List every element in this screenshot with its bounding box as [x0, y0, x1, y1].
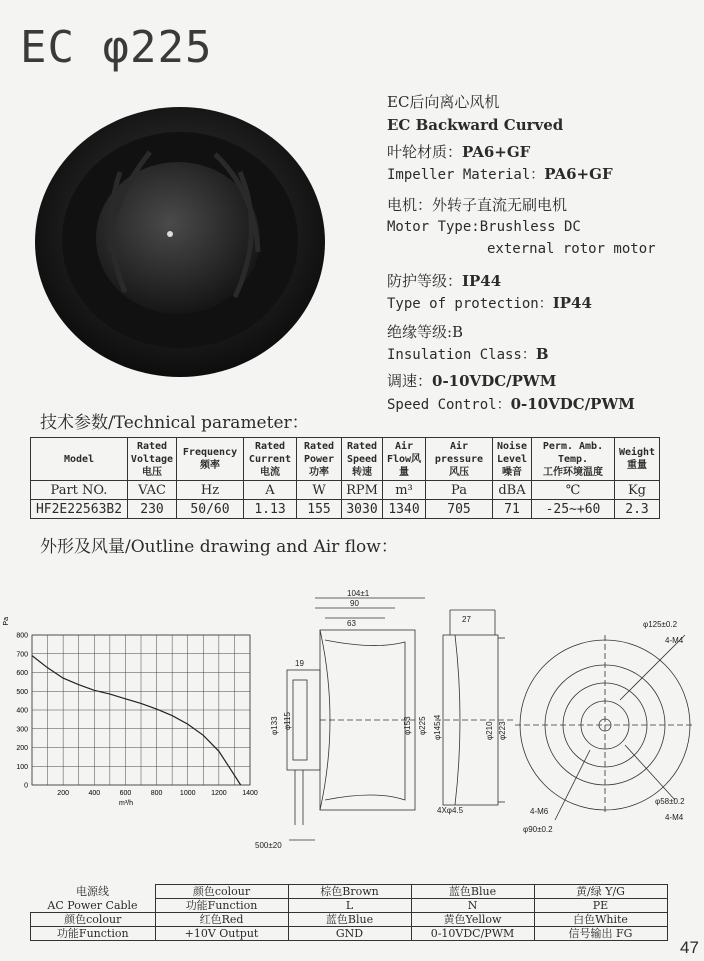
cable-cell: 白色White	[534, 913, 667, 927]
param-header-cell	[297, 438, 342, 481]
cable-cell: 棕色Brown	[288, 885, 411, 899]
param-header-cell	[532, 438, 615, 481]
spec-motor-en-1: Motor Type:Brushless DC	[387, 219, 581, 235]
chart-ytick-label: 600	[16, 670, 28, 677]
hdr-line: Power	[303, 453, 335, 465]
spec-impeller-cn-label: 叶轮材质：	[387, 143, 463, 161]
param-header-cell	[177, 438, 244, 481]
value-cell: 155	[297, 500, 342, 519]
cable-cell: 颜色colour	[31, 913, 156, 927]
side-view-drawing	[287, 598, 515, 840]
dim-side-13: 4Xφ4.5	[437, 806, 464, 815]
chart-ytick-label: 700	[16, 651, 28, 659]
cable-cell: 0-10VDC/PWM	[411, 927, 534, 941]
spec-protection-cn-value: IP44	[462, 272, 502, 290]
hdr-line: Weight	[618, 447, 656, 458]
cable-table	[30, 884, 668, 941]
spec-protection-en-label: Type of protection：	[387, 296, 553, 312]
spec-motor-cn: 电机：外转子直流无刷电机	[387, 196, 568, 214]
cable-row	[31, 885, 668, 899]
dim-side-3: 63	[347, 619, 356, 628]
spec-insulation-en-label: Insulation Class：	[387, 347, 536, 363]
hdr-line: Flow风	[386, 453, 422, 465]
hdr-line: 转速	[352, 466, 372, 478]
outline-drawings	[255, 589, 704, 860]
spec-insulation-en	[387, 345, 549, 364]
cable-cell: 颜色colour	[155, 885, 288, 899]
dim-front-2: 4-M4	[665, 636, 684, 645]
value-cell: 3030	[342, 500, 383, 519]
unit-cell: m³	[383, 481, 426, 500]
param-header-cell	[615, 438, 660, 481]
dim-side-7: φ115	[283, 712, 292, 730]
value-cell: 71	[493, 500, 532, 519]
hdr-line: Level	[496, 453, 528, 465]
hdr-line: Rated	[303, 440, 335, 452]
cable-cell: GND	[288, 927, 411, 941]
hdr-line: 量	[399, 466, 409, 478]
dim-side-4: 19	[295, 659, 304, 668]
spec-speed-en	[387, 395, 635, 414]
param-header-cell	[493, 438, 532, 481]
cable-row	[31, 927, 668, 941]
unit-cell: Hz	[177, 481, 244, 500]
chart-ytick-label: 200	[16, 745, 28, 752]
value-cell: 1.13	[244, 500, 297, 519]
param-header-cell	[31, 438, 128, 481]
value-cell: 50/60	[177, 500, 244, 519]
chart-ytick-label: 300	[16, 726, 28, 734]
cable-cell: 功能Function	[31, 927, 156, 941]
hdr-line: Air	[449, 440, 469, 452]
unit-cell: Pa	[426, 481, 493, 500]
cable-cell: 信号输出 FG	[534, 927, 667, 941]
dim-side-10: φ145.4	[433, 714, 442, 740]
chart-xtick-label: 800	[150, 790, 163, 797]
chart-ytick-label: 100	[16, 763, 28, 771]
dim-side-5: 27	[462, 615, 471, 624]
hdr-line: Noise	[496, 440, 528, 452]
spec-insulation-cn: 绝缘等级:B	[387, 323, 464, 341]
parameter-value-row	[31, 500, 660, 519]
dim-side-11: φ210	[485, 721, 494, 740]
cable-cell: 蓝色Blue	[411, 885, 534, 899]
spec-protection-cn-label: 防护等级：	[387, 272, 463, 290]
cable-row	[31, 913, 668, 927]
parameter-table	[30, 437, 660, 519]
spec-impeller-cn-value: PA6+GF	[462, 143, 531, 161]
chart-xlabel: m³/h	[119, 800, 133, 807]
spec-impeller-en-value: PA6+GF	[544, 165, 613, 183]
hdr-line: Rated	[254, 440, 286, 452]
cable-cell: 电源线	[76, 885, 109, 898]
page-title: EC φ225	[20, 22, 213, 73]
chart-xtick-label: 600	[119, 790, 132, 797]
dim-side-1: 104±1	[347, 589, 370, 598]
technical-parameter-heading: 技术参数/Technical parameter：	[40, 413, 309, 433]
spec-impeller-en-label: Impeller Material：	[387, 167, 545, 183]
param-header-cell	[383, 438, 426, 481]
parameter-unit-row	[31, 481, 660, 500]
param-header-cell	[342, 438, 383, 481]
unit-cell: RPM	[342, 481, 383, 500]
dim-front-6: 4-M4	[665, 813, 684, 822]
param-header-cell	[426, 438, 493, 481]
outline-drawing-heading: 外形及风量/Outline drawing and Air flow：	[40, 537, 398, 557]
spec-speed-en-label: Speed Control：	[387, 397, 511, 413]
hdr-line: Voltage	[130, 453, 174, 465]
chart-ytick-label: 800	[16, 632, 28, 640]
spec-impeller-en	[387, 165, 613, 184]
cable-cell: +10V Output	[155, 927, 288, 941]
spec-speed-cn	[387, 372, 556, 390]
unit-cell: Kg	[615, 481, 660, 500]
hdr-line: 电压	[142, 466, 162, 478]
cable-cell: 黄/绿 Y/G	[534, 885, 667, 899]
cable-cell: 蓝色Blue	[288, 913, 411, 927]
hdr-line: 频率	[200, 460, 220, 471]
unit-cell: Part NO.	[31, 481, 128, 500]
front-view-drawing	[515, 635, 695, 820]
hdr-line: 电流	[260, 466, 280, 478]
cable-row	[31, 899, 668, 913]
chart-xtick-label: 1400	[242, 790, 258, 797]
cable-cell: 功能Function	[155, 899, 288, 913]
hdr-line: Rated	[136, 440, 168, 452]
unit-cell: ℃	[532, 481, 615, 500]
hdr-line: Speed	[346, 453, 378, 465]
spec-type-cn: EC后向离心风机	[387, 93, 500, 111]
spec-impeller-cn	[387, 143, 530, 161]
dim-side-8: φ153	[403, 716, 412, 735]
airflow-chart	[0, 605, 270, 810]
unit-cell: A	[244, 481, 297, 500]
chart-xtick-label: 200	[57, 790, 69, 797]
chart-ytick-label: 400	[16, 707, 28, 715]
hdr-line: 噪音	[502, 466, 522, 478]
spec-insulation-en-value: B	[535, 345, 549, 363]
value-cell: 230	[128, 500, 177, 519]
chart-ytick-label: 0	[24, 782, 28, 790]
chart-ytick-label: 500	[16, 688, 28, 696]
chart-grid	[32, 635, 250, 785]
cable-cell: N	[411, 899, 534, 913]
hdr-line: Current	[248, 453, 292, 465]
cable-cell: 红色Red	[155, 913, 288, 927]
dim-front-5: φ58±0.2	[655, 797, 685, 806]
fan-product-image	[30, 92, 330, 382]
hdr-line: 风压	[449, 466, 469, 478]
spec-protection-en-value: IP44	[552, 294, 592, 312]
dim-front-1: φ125±0.2	[643, 620, 678, 629]
value-cell: 1340	[383, 500, 426, 519]
hdr-line: Air	[394, 440, 414, 452]
chart-xtick-label: 1000	[179, 790, 196, 797]
dim-side-6: φ133	[270, 716, 279, 735]
dim-side-2: 90	[350, 599, 359, 608]
unit-cell: dBA	[493, 481, 532, 500]
hdr-line: Frequency	[182, 447, 238, 458]
cable-cell: AC Power Cable	[47, 898, 138, 912]
dim-front-4: φ90±0.2	[523, 825, 553, 834]
hdr-line: 工作环境温度	[543, 466, 603, 478]
parameter-header-row	[31, 438, 660, 481]
spec-speed-cn-label: 调速：	[387, 372, 433, 390]
dim-side-14: 500±20	[255, 841, 282, 850]
cable-cell: 黄色Yellow	[411, 913, 534, 927]
page-number: 47	[680, 938, 699, 957]
hdr-line: 重量	[627, 460, 647, 471]
chart-xtick-label: 1200	[211, 790, 227, 797]
dim-side-12: φ223	[498, 721, 507, 740]
cable-cell: L	[288, 899, 411, 913]
cable-cell: PE	[534, 899, 667, 913]
chart-xtick-label: 400	[88, 790, 101, 797]
chart-ticks	[16, 633, 258, 798]
dim-front-3: 4-M6	[530, 807, 549, 816]
value-cell: 705	[426, 500, 493, 519]
value-cell: HF2E22563B2	[31, 500, 128, 519]
hdr-line: Rated	[346, 440, 378, 452]
hdr-line: 功率	[309, 466, 329, 478]
hdr-line: pressure	[434, 453, 484, 465]
value-cell: -25~+60	[532, 500, 615, 519]
spec-speed-en-value: 0-10VDC/PWM	[510, 395, 635, 413]
spec-type-en: EC Backward Curved	[387, 116, 564, 134]
param-header-cell	[244, 438, 297, 481]
unit-cell: W	[297, 481, 342, 500]
value-cell: 2.3	[615, 500, 660, 519]
spec-protection-cn	[387, 272, 501, 290]
unit-cell: VAC	[128, 481, 177, 500]
hdr-line: Temp.	[557, 453, 589, 465]
hdr-line: Model	[63, 453, 95, 465]
chart-ylabel: Pa	[3, 617, 10, 626]
spec-motor-en-2: external rotor motor	[487, 241, 656, 257]
hdr-line: Perm. Amb.	[542, 440, 604, 452]
spec-speed-cn-value: 0-10VDC/PWM	[432, 372, 557, 390]
spec-protection-en	[387, 294, 592, 313]
param-header-cell	[128, 438, 177, 481]
dim-side-9: φ225	[418, 716, 427, 735]
